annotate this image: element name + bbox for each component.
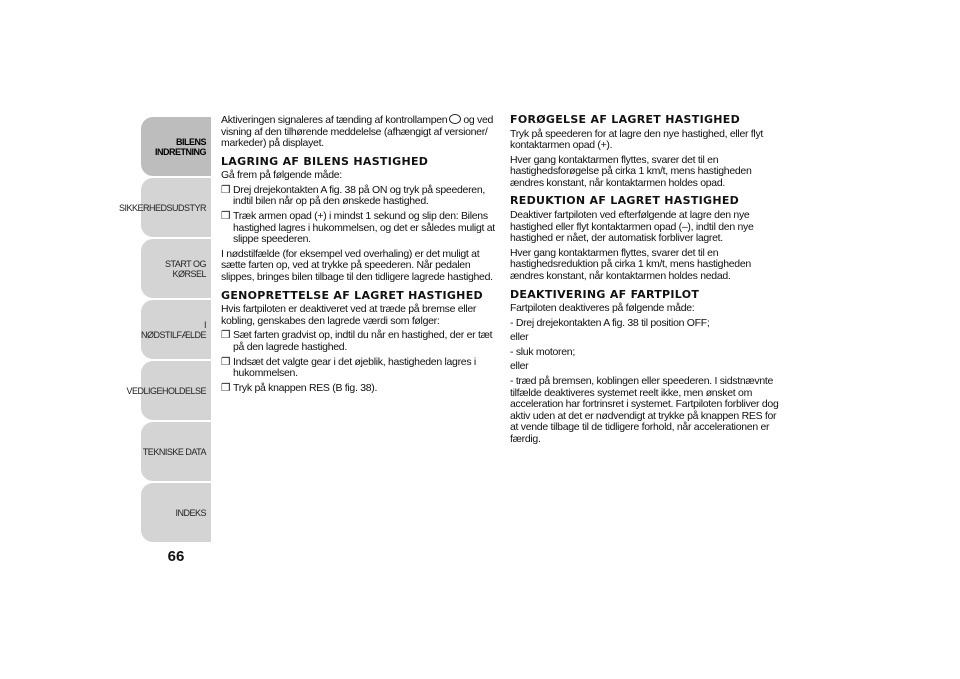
heading-forogelse: FORØGELSE AF LAGRET HASTIGHED: [510, 113, 741, 126]
right-column: [510, 114, 785, 449]
heading-reduktion: REDUKTION AF LAGRET HASTIGHED: [510, 194, 740, 208]
tab-bilens-indretning[interactable]: BILENS INDRETNING: [141, 117, 211, 176]
paragraph: Deaktiver fartpiloten ved efterfølgende at lagre den nye hastighed eller flyt kontaktarmen opad (–), indtil den nye hastighed er nået, der automatisk forbliver lagret.: [510, 208, 754, 245]
tab-start-og-korsel[interactable]: START OG KØRSEL: [141, 239, 211, 298]
paragraph: Tryk på speederen for at lagre den nye hastighed, eller flyt kontaktarmen opad (+).: [510, 127, 764, 152]
list-item: ❒ Sæt farten gradvist op, indtil du når en hastighed, der er tæt på den lagrede hastighed.: [221, 329, 493, 353]
paragraph: Hver gang kontaktarmen flyttes, svarer det til en hastighedsreduktion på cirka 1 km/t, mens hastigheden ændres konstant, når kontaktarmen holdes nedad.: [510, 246, 751, 282]
heading-genoprettelse: GENOPRETTELSE AF LAGRET HASTIGHED: [221, 288, 483, 302]
heading-deaktivering: DEAKTIVERING AF FARTPILOT: [510, 287, 700, 301]
list-item: ❒ Drej drejekontakten A fig. 38 på ON og tryk på speederen, indtil bilen når op på den ønskede hastighed.: [221, 183, 485, 208]
list-item: ❒ Indsæt det valgte gear i det øjeblik, hastigheden lagres i hukommelsen.: [221, 355, 476, 380]
paragraph: Hvis fartpiloten er deaktiveret ved at træde på bremse eller kobling, genskabes den lagrede værdi som følger:: [221, 303, 477, 327]
list-item: ❒ Tryk på knappen RES (B fig. 38).: [221, 381, 378, 394]
page-number: 66: [167, 548, 185, 565]
tab-indeks[interactable]: INDEKS: [141, 483, 211, 542]
left-column: [221, 114, 496, 397]
chapter-sidebar: [118, 117, 211, 544]
heading-lagring: LAGRING AF BILENS HASTIGHED: [221, 154, 429, 168]
paragraph: I nødstilfælde (for eksempel ved overhaling) er det muligt at sætte farten op, ved at trykke på speederen. Når pedalen slippes, bringes bilen tilbage til den tidligere lagrede hastighed.: [221, 247, 493, 284]
paragraph: - træd på bremsen, koblingen eller speederen. I sidstnævnte tilfælde deaktiveres systemet reelt ikke, men ønsket om acceleration har fortrinsret i systemet. Fartpiloten forbliver dog aktiv uden at det er nødvendigt at trykke på knappen RES for at vende tilbage til de tidligere forhold, når accelerationen er færdig.: [510, 375, 779, 445]
paragraph: - Drej drejekontakten A fig. 38 til position OFF;: [510, 316, 710, 329]
tab-tekniske-data[interactable]: TEKNISKE DATA: [141, 422, 211, 481]
paragraph: eller: [510, 331, 529, 344]
bullet-icon: ❒: [221, 183, 231, 196]
intro-paragraph: Aktiveringen signaleres af tænding af kontrollampen og ved visning af den tilhørende meddelelse (afhængigt af versioner/ markeder) på displayet.: [221, 114, 494, 150]
list-item: ❒ Træk armen opad (+) i mindst 1 sekund og slip den: Bilens hastighed lagres i hukommelsen, og det er således muligt at slippe speederen.: [221, 210, 495, 246]
bullet-icon: ❒: [221, 210, 231, 223]
bullet-icon: ❒: [221, 381, 231, 394]
tab-sikkerhedsudstyr[interactable]: SIKKERHEDSUDSTYR: [141, 178, 211, 237]
cruise-control-lamp-icon: [449, 114, 461, 124]
tab-i-nodstilfaelde[interactable]: I NØDSTILFÆLDE: [141, 300, 211, 359]
paragraph: Hver gang kontaktarmen flyttes, svarer det til en hastighedsforøgelse på cirka 1 km/t, mens hastigheden ændres konstant, når kontaktarmen holdes opad.: [510, 153, 752, 189]
tab-vedligeholdelse[interactable]: VEDLIGEHOLDELSE: [141, 361, 211, 420]
bullet-icon: ❒: [221, 355, 231, 368]
paragraph: Gå frem på følgende måde:: [221, 169, 342, 182]
paragraph: eller: [510, 360, 529, 373]
paragraph: Fartpiloten deaktiveres på følgende måde:: [510, 302, 695, 315]
paragraph: - sluk motoren;: [510, 345, 575, 358]
bullet-icon: ❒: [221, 329, 231, 342]
